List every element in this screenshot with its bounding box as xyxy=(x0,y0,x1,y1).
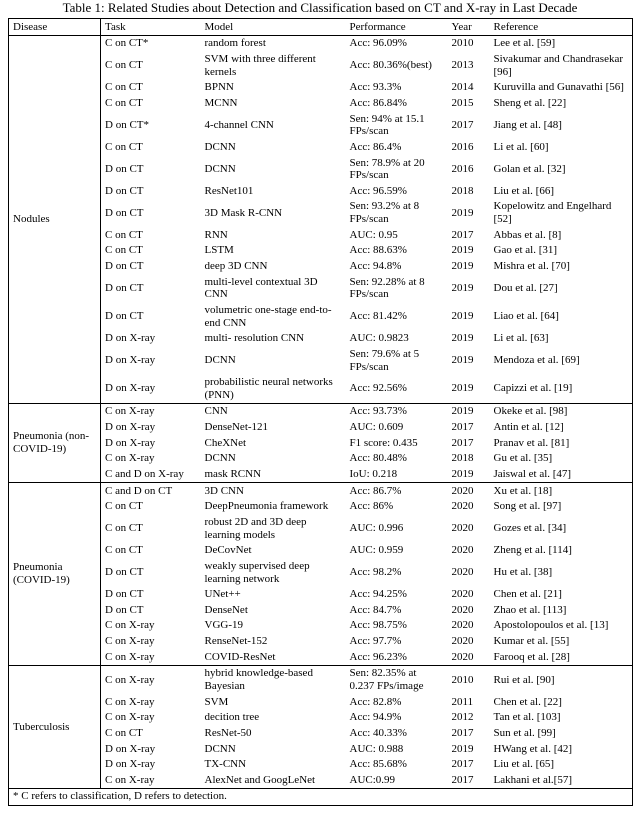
reference-cell: Jaiswal et al. [47] xyxy=(493,468,572,481)
performance-cell: AUC: 0.9823 xyxy=(349,332,409,345)
task-cell: D on CT xyxy=(105,206,144,219)
table-row xyxy=(9,741,633,757)
year-cell: 2017 xyxy=(451,436,474,449)
model-cell: decition tree xyxy=(204,711,260,724)
table-row xyxy=(9,274,633,302)
table-row xyxy=(9,710,633,726)
reference-cell: Sheng et al. [22] xyxy=(493,97,567,109)
table-row xyxy=(9,35,633,51)
model-cell: CNN xyxy=(201,403,346,419)
model-cell: probabilistic neural networks (PNN) xyxy=(204,376,333,401)
performance-cell: Sen: 93.2% at 8 FPs/scan xyxy=(349,200,420,226)
table-row xyxy=(9,725,633,741)
table-row xyxy=(9,243,633,259)
model-cell: random forest xyxy=(201,35,346,51)
task-cell: C on X-ray xyxy=(105,695,155,708)
reference-cell: Mishra et al. [70] xyxy=(493,260,570,273)
model-cell: volumetric one-stage end-to-end CNN xyxy=(204,303,332,329)
task-cell: C on CT xyxy=(105,244,143,257)
reference-cell: Lee et al. [59] xyxy=(490,35,633,51)
disease-cell: Tuberculosis xyxy=(9,665,101,788)
task-cell: C on X-ray xyxy=(105,452,155,465)
column-header-model: Model xyxy=(201,19,346,36)
model-cell: CheXNet xyxy=(204,436,247,449)
year-cell: 2019 xyxy=(451,332,474,345)
year-cell: 2019 xyxy=(451,310,474,323)
task-cell: D on CT xyxy=(105,588,144,601)
year-cell: 2019 xyxy=(451,354,474,367)
performance-cell: Acc: 98.2% xyxy=(349,566,402,579)
model-cell: multi- resolution CNN xyxy=(204,332,305,345)
task-cell: D on CT xyxy=(105,566,144,579)
year-cell: 2015 xyxy=(451,97,474,109)
performance-cell: Acc: 93.73% xyxy=(346,403,448,419)
reference-cell: Kopelowitz and Engelhard [52] xyxy=(493,200,612,226)
table-row xyxy=(9,618,633,634)
table-row xyxy=(9,420,633,436)
table-row xyxy=(9,649,633,665)
model-cell: mask RCNN xyxy=(204,468,262,481)
performance-cell: Acc: 97.7% xyxy=(349,635,402,648)
year-cell: 2017 xyxy=(451,118,474,131)
model-cell: DCNN xyxy=(204,354,236,367)
model-cell: SVM with three different kernels xyxy=(204,53,316,78)
year-cell: 2018 xyxy=(451,184,474,197)
model-cell: multi-level contextual 3D CNN xyxy=(204,275,318,301)
performance-cell: Acc: 80.36%(best) xyxy=(349,59,432,72)
reference-cell: Kumar et al. [55] xyxy=(493,635,570,648)
task-cell: C on CT xyxy=(105,97,143,109)
task-cell: D on CT xyxy=(105,603,144,616)
reference-cell: Lakhani et al.[57] xyxy=(493,773,572,786)
task-cell: D on X-ray xyxy=(105,758,156,771)
header-row xyxy=(9,19,633,36)
performance-cell: Acc: 85.68% xyxy=(349,758,407,771)
model-cell: MCNN xyxy=(204,97,238,109)
reference-cell: Dou et al. [27] xyxy=(493,282,558,294)
model-cell: AlexNet and GoogLeNet xyxy=(204,773,316,786)
performance-cell: Acc: 94.9% xyxy=(349,711,402,724)
reference-cell: Liao et al. [64] xyxy=(493,310,559,323)
model-cell: DCNN xyxy=(204,162,236,175)
year-cell: 2016 xyxy=(451,140,474,153)
reference-cell: Capizzi et al. [19] xyxy=(493,382,573,395)
model-cell: DCNN xyxy=(204,452,236,465)
model-cell: robust 2D and 3D deep learning models xyxy=(204,515,307,541)
table-row xyxy=(9,111,633,139)
table-row xyxy=(9,375,633,404)
task-cell: C on X-ray xyxy=(105,711,155,724)
table-row xyxy=(9,80,633,96)
column-header-year: Year xyxy=(448,19,490,36)
table-row xyxy=(9,183,633,199)
year-cell: 2020 xyxy=(451,566,474,579)
reference-cell: Antin et al. [12] xyxy=(493,421,564,434)
performance-cell: AUC: 0.959 xyxy=(349,544,404,557)
table-row xyxy=(9,587,633,603)
table-row xyxy=(9,665,633,694)
reference-cell: Kuruvilla and Gunavathi [56] xyxy=(493,81,624,94)
reference-cell: Song et al. [97] xyxy=(493,500,562,513)
model-cell: ResNet101 xyxy=(204,184,254,197)
model-cell: DenseNet xyxy=(204,603,248,616)
year-cell: 2013 xyxy=(451,59,474,72)
performance-cell: AUC: 0.988 xyxy=(349,742,404,755)
model-cell: COVID-ResNet xyxy=(204,650,276,663)
reference-cell: Chen et al. [22] xyxy=(493,695,562,708)
performance-cell: Sen: 94% at 15.1 FPs/scan xyxy=(349,112,425,138)
table-row xyxy=(9,483,633,499)
task-cell: C on X-ray xyxy=(105,650,155,663)
performance-cell: IoU: 0.218 xyxy=(349,468,398,481)
column-header-disease: Disease xyxy=(9,19,101,36)
reference-cell: Tan et al. [103] xyxy=(493,711,561,724)
model-cell: DCNN xyxy=(204,140,236,153)
table-body xyxy=(9,35,633,788)
task-cell: D on CT xyxy=(105,260,144,273)
performance-cell: Sen: 92.28% at 8 FPs/scan xyxy=(349,275,425,301)
year-cell: 2017 xyxy=(451,726,474,739)
year-cell: 2014 xyxy=(451,81,474,94)
performance-cell: Acc: 80.48% xyxy=(349,452,407,465)
table-row xyxy=(9,155,633,183)
year-cell: 2019 xyxy=(451,468,474,481)
model-cell: RenseNet-152 xyxy=(204,635,268,648)
table-caption: Table 1: Related Studies about Detection and Classification based on CT and X-ray in Last Decade xyxy=(62,1,578,15)
model-cell: 4-channel CNN xyxy=(204,118,274,131)
year-cell: 2016 xyxy=(451,162,474,175)
reference-cell: Jiang et al. [48] xyxy=(493,118,562,131)
task-cell: D on X-ray xyxy=(105,436,156,449)
reference-cell: HWang et al. [42] xyxy=(493,742,573,755)
table-row xyxy=(9,514,633,542)
year-cell: 2019 xyxy=(451,742,474,755)
model-cell: DeCovNet xyxy=(204,544,252,557)
year-cell: 2019 xyxy=(451,244,474,257)
model-cell: RNN xyxy=(204,228,228,241)
year-cell: 2020 xyxy=(451,588,474,601)
year-cell: 2017 xyxy=(451,758,474,771)
performance-cell: Acc: 88.63% xyxy=(349,244,407,257)
task-cell: C on X-ray xyxy=(101,403,201,419)
performance-cell: Acc: 86.7% xyxy=(346,483,448,499)
year-cell: 2019 xyxy=(448,403,490,419)
column-header-task: Task xyxy=(101,19,201,36)
year-cell: 2019 xyxy=(451,282,474,294)
table-row xyxy=(9,451,633,467)
performance-cell: Acc: 98.75% xyxy=(349,619,407,632)
year-cell: 2011 xyxy=(451,695,474,708)
task-cell: C on CT xyxy=(105,59,143,72)
task-cell: D on X-ray xyxy=(105,354,156,367)
performance-cell: Acc: 93.3% xyxy=(349,81,402,94)
task-cell: C on CT xyxy=(105,81,143,94)
table-row xyxy=(9,558,633,586)
task-cell: C on CT xyxy=(105,544,143,557)
reference-cell: Xu et al. [18] xyxy=(490,483,633,499)
reference-cell: Golan et al. [32] xyxy=(493,162,566,175)
year-cell: 2018 xyxy=(451,452,474,465)
performance-cell: Acc: 94.8% xyxy=(349,260,402,273)
performance-cell: Acc: 94.25% xyxy=(349,588,407,601)
model-cell: hybrid knowledge-based Bayesian xyxy=(201,665,346,694)
year-cell: 2019 xyxy=(451,382,474,395)
model-cell: 3D Mask R-CNN xyxy=(204,206,283,219)
task-cell: C on X-ray xyxy=(101,665,201,694)
performance-cell: Acc: 40.33% xyxy=(349,726,407,739)
table-row xyxy=(9,694,633,710)
table-row xyxy=(9,331,633,347)
table-row xyxy=(9,403,633,419)
reference-cell: Apostolopoulos et al. [13] xyxy=(493,619,609,632)
reference-cell: Liu et al. [66] xyxy=(493,184,554,197)
table-row xyxy=(9,227,633,243)
model-cell: DenseNet-121 xyxy=(204,421,269,434)
task-cell: C on CT xyxy=(105,140,143,153)
year-cell: 2010 xyxy=(448,665,490,694)
disease-cell: Pneumonia (COVID-19) xyxy=(9,483,101,666)
model-cell: SVM xyxy=(204,695,229,708)
model-cell: LSTM xyxy=(204,244,234,257)
reference-cell: Rui et al. [90] xyxy=(490,665,633,694)
year-cell: 2020 xyxy=(451,522,474,535)
task-cell: C on CT xyxy=(105,726,143,739)
table-row xyxy=(9,199,633,227)
year-cell: 2020 xyxy=(451,544,474,557)
reference-cell: Hu et al. [38] xyxy=(493,566,553,579)
performance-cell: Acc: 81.42% xyxy=(349,310,407,323)
performance-cell: Acc: 86.84% xyxy=(349,97,407,109)
task-cell: C on CT* xyxy=(101,35,201,51)
task-cell: C and D on X-ray xyxy=(105,468,184,481)
model-cell: weakly supervised deep learning network xyxy=(204,559,310,585)
table-row xyxy=(9,346,633,374)
reference-cell: Gozes et al. [34] xyxy=(493,522,567,535)
model-cell: ResNet-50 xyxy=(204,726,252,739)
performance-cell: AUC:0.99 xyxy=(349,773,396,786)
table-row xyxy=(9,302,633,330)
model-cell: BPNN xyxy=(204,81,234,94)
table-row xyxy=(9,602,633,618)
task-cell: C on X-ray xyxy=(105,635,155,648)
disease-cell: Pneumonia (non-COVID-19) xyxy=(9,403,101,482)
model-cell: DCNN xyxy=(204,742,236,755)
task-cell: D on CT xyxy=(105,310,144,323)
performance-cell: AUC: 0.996 xyxy=(349,522,404,535)
table-row xyxy=(9,52,633,80)
table-row xyxy=(9,757,633,773)
reference-cell: Farooq et al. [28] xyxy=(493,650,570,663)
task-cell: D on CT xyxy=(105,184,144,197)
column-header-reference: Reference xyxy=(490,19,633,36)
year-cell: 2010 xyxy=(448,35,490,51)
table-row xyxy=(9,543,633,559)
year-cell: 2020 xyxy=(448,483,490,499)
table-row xyxy=(9,772,633,788)
year-cell: 2020 xyxy=(451,650,474,663)
year-cell: 2017 xyxy=(451,773,474,786)
model-cell: deep 3D CNN xyxy=(204,260,268,273)
performance-cell: AUC: 0.95 xyxy=(349,228,398,241)
reference-cell: Sivakumar and Chandrasekar [96] xyxy=(493,53,624,78)
disease-cell: Nodules xyxy=(9,35,101,403)
table-row xyxy=(9,96,633,112)
model-cell: 3D CNN xyxy=(201,483,346,499)
year-cell: 2019 xyxy=(451,206,474,219)
task-cell: D on X-ray xyxy=(105,421,156,434)
performance-cell: Acc: 96.59% xyxy=(349,184,407,197)
performance-cell: Acc: 82.8% xyxy=(349,695,402,708)
performance-cell: Acc: 84.7% xyxy=(349,603,402,616)
year-cell: 2019 xyxy=(451,260,474,273)
footnote-row xyxy=(9,788,633,805)
reference-cell: Zhao et al. [113] xyxy=(493,603,567,616)
year-cell: 2020 xyxy=(451,500,474,513)
performance-cell: Sen: 82.35% at 0.237 FPs/image xyxy=(346,665,448,694)
column-header-performance: Performance xyxy=(346,19,448,36)
task-cell: D on X-ray xyxy=(105,382,156,395)
year-cell: 2020 xyxy=(451,635,474,648)
reference-cell: Gao et al. [31] xyxy=(493,244,558,257)
task-cell: D on CT* xyxy=(105,118,149,131)
task-cell: D on CT xyxy=(105,282,144,294)
performance-cell: AUC: 0.609 xyxy=(349,421,404,434)
reference-cell: Li et al. [63] xyxy=(493,332,549,345)
model-cell: VGG-19 xyxy=(204,619,243,632)
year-cell: 2017 xyxy=(451,421,474,434)
reference-cell: Pranav et al. [81] xyxy=(493,436,570,449)
performance-cell: Acc: 96.23% xyxy=(349,650,407,663)
task-cell: C on CT xyxy=(105,500,143,513)
performance-cell: Acc: 86.4% xyxy=(349,140,402,153)
task-cell: D on CT xyxy=(105,162,144,175)
table-row xyxy=(9,259,633,275)
model-cell: DeepPneumonia framework xyxy=(204,500,329,513)
task-cell: C on CT xyxy=(105,522,143,535)
task-cell: C on CT xyxy=(105,228,143,241)
reference-cell: Sun et al. [99] xyxy=(493,726,556,739)
task-cell: D on X-ray xyxy=(105,332,156,345)
task-cell: D on X-ray xyxy=(105,742,156,755)
model-cell: UNet++ xyxy=(204,588,241,601)
reference-cell: Mendoza et al. [69] xyxy=(493,354,580,367)
task-cell: C on X-ray xyxy=(105,619,155,632)
year-cell: 2017 xyxy=(451,228,474,241)
table-row xyxy=(9,634,633,650)
reference-cell: Zheng et al. [114] xyxy=(493,544,572,557)
year-cell: 2020 xyxy=(451,619,474,632)
table-row xyxy=(9,435,633,451)
year-cell: 2012 xyxy=(451,711,474,724)
reference-cell: Gu et al. [35] xyxy=(493,452,553,465)
task-cell: C and D on CT xyxy=(101,483,201,499)
reference-cell: Abbas et al. [8] xyxy=(493,228,562,241)
performance-cell: Acc: 86% xyxy=(349,500,394,513)
year-cell: 2020 xyxy=(451,603,474,616)
performance-cell: Acc: 96.09% xyxy=(346,35,448,51)
reference-cell: Liu et al. [65] xyxy=(493,758,554,771)
task-cell: C on X-ray xyxy=(105,773,155,786)
performance-cell: Sen: 78.9% at 20 FPs/scan xyxy=(349,156,425,182)
performance-cell: F1 score: 0.435 xyxy=(349,436,418,449)
related-studies-table xyxy=(8,18,633,805)
performance-cell: Sen: 79.6% at 5 FPs/scan xyxy=(349,347,420,373)
reference-cell: Okeke et al. [98] xyxy=(490,403,633,419)
table-row xyxy=(9,499,633,515)
reference-cell: Chen et al. [21] xyxy=(493,588,562,601)
model-cell: TX-CNN xyxy=(204,758,247,771)
reference-cell: Li et al. [60] xyxy=(493,140,549,153)
table-footnote: * C refers to classification, D refers to detection. xyxy=(9,788,633,805)
table-row xyxy=(9,139,633,155)
table-row xyxy=(9,467,633,483)
performance-cell: Acc: 92.56% xyxy=(349,382,407,395)
